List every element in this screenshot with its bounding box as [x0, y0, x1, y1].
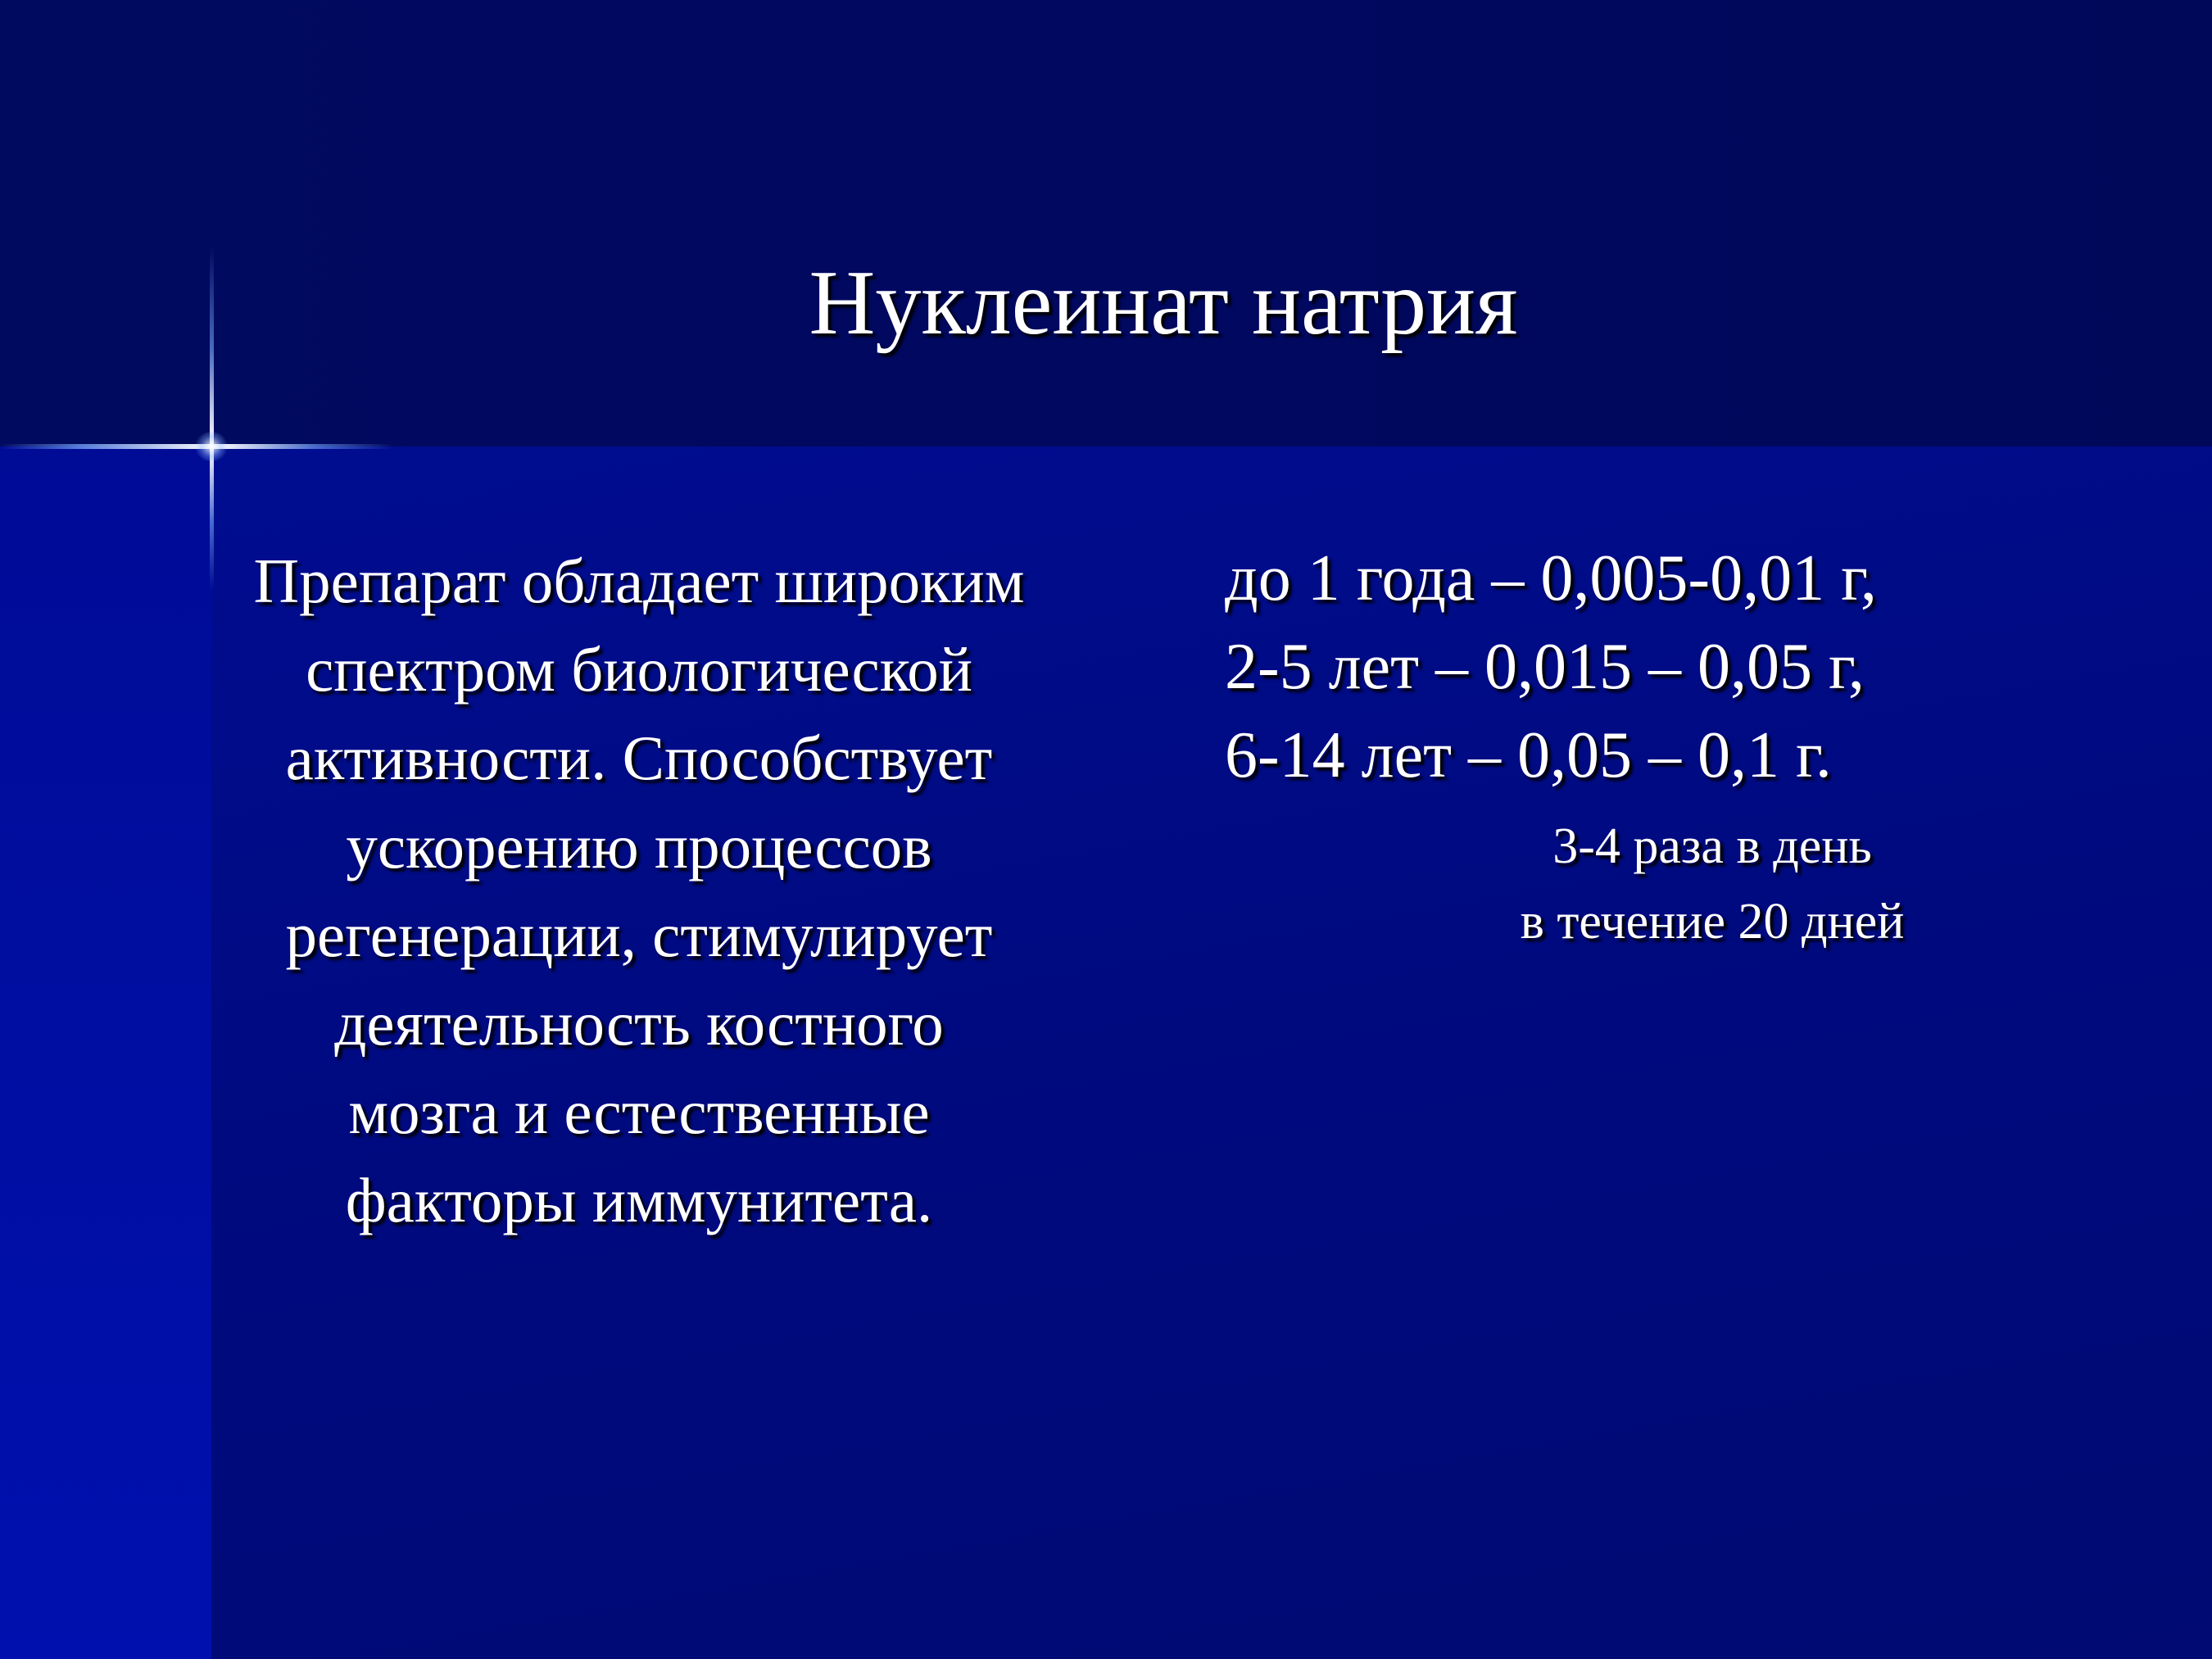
frequency-line: в течение 20 дней	[1520, 894, 1905, 950]
header-band	[0, 0, 2212, 446]
frequency-line: 3-4 раза в день	[1552, 818, 1872, 874]
description-line: факторы иммунитета.	[345, 1165, 933, 1235]
light-flare-glow	[195, 432, 228, 461]
description-line: регенерации, стимулирует	[285, 900, 993, 970]
description-line: мозга и естественные	[348, 1077, 930, 1147]
slide-title: Нуклеинат натрия	[809, 252, 1518, 354]
dosage-line: 6-14 лет – 0,05 – 0,1 г.	[1225, 719, 1832, 791]
description-line: деятельность костного	[334, 988, 944, 1058]
description-line: спектром биологической	[306, 634, 972, 705]
description-line: ускорению процессов	[346, 811, 932, 882]
frequency-note	[1376, 809, 2048, 959]
dosage-line: 2-5 лет – 0,015 – 0,05 г,	[1225, 631, 1865, 703]
description-line: активности. Способствует	[285, 723, 993, 793]
dosage-list	[1225, 534, 2167, 800]
dosage-line: до 1 года – 0,005-0,01 г,	[1225, 542, 1877, 614]
description-line: Препарат обладает широким	[253, 546, 1025, 616]
description-text	[123, 537, 1155, 1244]
